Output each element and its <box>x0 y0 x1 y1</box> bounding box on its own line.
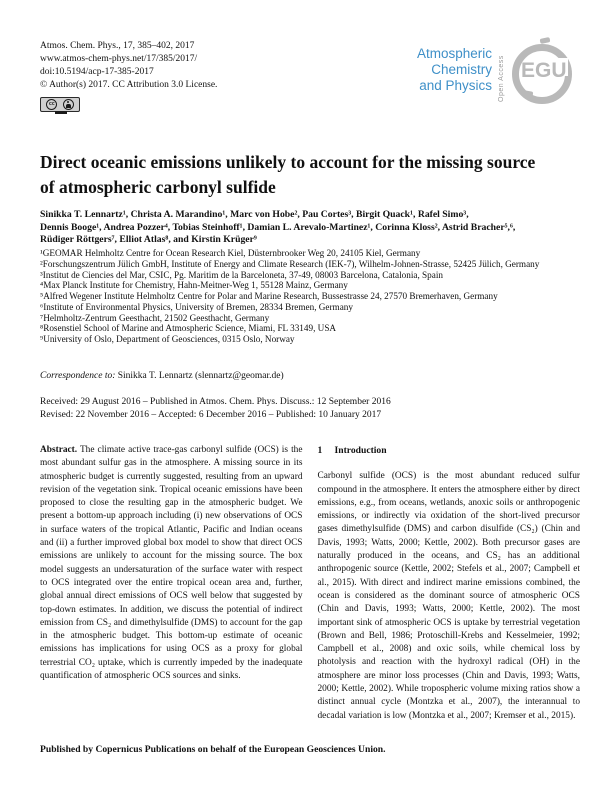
abstract-text: The climate active trace-gas carbonyl sulfide (OCS) is the most abundant sulfur gas in the atmosphere. A missing source in its atmospheric budget is currently suggested, resulting from an upward revision of the vegetation sink. Tropical oceanic emissions have been proposed to close the resulting gap in the atmospheric budget. We present a bottom-up approach including (i) new observations of OCS in surface waters of the tropical Atlantic, Pacific and Indian oceans and (ii) a further improved global box model to show that direct OCS emissions are unlikely to account for the missing source. The box model suggests an undersaturation of the surface water with respect to OCS integrated over the entire tropical ocean area and, further, global annual direct emissions of OCS well below that suggested by top-down estimates. In addition, we discuss the potential of indirect emission from CS₂ and dimethylsulfide (DMS) to account for the gap in the atmospheric budget. This bottom-up estimate of oceanic emissions has implications for using OCS as a proxy for global terrestrial CO₂ uptake, which is currently impeded by the inadequate quantification of atmospheric OCS sources and sinks. <box>40 445 303 682</box>
section-title: Introduction <box>334 445 387 456</box>
received-line: Received: 29 August 2016 – Published in Atmos. Chem. Phys. Discuss.: 12 September 2016 <box>40 397 391 407</box>
affiliation: ⁶Institute of Environmental Physics, University of Bremen, 28334 Bremen, Germany <box>40 301 353 312</box>
header-citation-block <box>40 40 217 92</box>
author-list: Sinikka T. Lennartz¹, Christa A. Marandino¹, Marc von Hobe², Pau Cortes³, Birgit Quack¹, Rafel Simo³, Dennis Booge¹, Andrea Pozzer⁴, Tobias Steinhoff¹, Damian L. Arevalo-Martinez¹, Corinna Kloss², Astrid Bracher⁵,⁶, Rüdiger Röttgers⁷, Elliot Atlas⁸, and Kirstin Krüger⁹ <box>40 209 516 245</box>
affiliation-list <box>40 248 583 345</box>
correspondence-line <box>40 371 580 381</box>
egu-satellite-icon <box>540 37 551 44</box>
by-person-icon <box>63 99 74 110</box>
cc-badge-tab <box>55 111 67 114</box>
publication-dates <box>40 396 580 422</box>
header-branding <box>417 38 582 102</box>
affiliation: ⁸Rosenstiel School of Marine and Atmospheric Science, Miami, FL 33149, USA <box>40 323 337 334</box>
affiliation: ²Forschungszentrum Jülich GmbH, Institute of Energy and Climate Research (IEK-7), Wilhelm-Johnen-Strasse, 52425 Jülich, Germany <box>40 258 540 269</box>
abstract-label: Abstract. <box>40 445 78 455</box>
publisher-footer: Published by Copernicus Publications on behalf of the European Geosciences Union. <box>40 744 386 755</box>
revised-line: Revised: 22 November 2016 – Accepted: 6 December 2016 – Published: 10 January 2017 <box>40 410 382 420</box>
affiliation: ¹GEOMAR Helmholtz Centre for Ocean Research Kiel, Düsternbrooker Weg 20, 24105 Kiel, Germany <box>40 248 421 258</box>
affiliation: ⁴Max Planck Institute for Chemistry, Hahn-Meitner-Weg 1, 55128 Mainz, Germany <box>40 280 348 291</box>
article-url: www.atmos-chem-phys.net/17/385/2017/ <box>40 54 198 64</box>
affiliation: ⁹University of Oslo, Department of Geosciences, 0315 Oslo, Norway <box>40 334 295 344</box>
affiliation: ³Institut de Ciencies del Mar, CSIC, Pg. Maritim de la Barceloneta, 37-49, 08003 Barcelona, Catalonia, Spain <box>40 269 443 280</box>
affiliation: ⁷Helmholtz-Zentrum Geesthacht, 21502 Geesthacht, Germany <box>40 312 270 323</box>
cc-by-badge <box>40 97 80 112</box>
introduction-text: Carbonyl sulfide (OCS) is the most abundant reduced sulfur compound in the atmosphere. It enters the atmosphere either by direct emissions, e.g., from oceans, wetlands, anoxic soils or anthropogenic emissions, or indirectly via oxidation of the short-lived precursor gases dimethylsulfide (DMS) and carbon disulfide (CS₂) (Chin and Davis, 1993; Watts, 2000; Kettle, 2002). Both precursor gases are naturally produced in the oceans, and CS₂ has an additional anthropogenic source (Kettle, 2002; Stefels et al., 2007; Campbell et al., 2015). With direct and indirect marine emissions combined, the ocean is considered as the dominant source of atmospheric OCS (Chin and Davis, 1993; Watts, 2000; Kettle, 2002). The most important sink of atmospheric OCS is uptake by terrestrial vegetation (Brown and Bell, 1986; Protoschill-Krebs and Kesselmeier, 1992; Campbell et al., 2008) and oxic soils, while chemical loss by photolysis and reaction with the hydroxyl radical (OH) in the atmosphere are minor loss processes (Chin and Davis, 1993; Watts, 2000; Kettle, 2002). While tropospheric volume mixing ratios show a distinct annual cycle (Montzka et al., 2007), the interannual to decadal variation is low (Montzka et al., 2007; Kremser et al., 2015). <box>317 471 580 721</box>
journal-citation: Atmos. Chem. Phys., 17, 385–402, 2017 <box>40 41 195 51</box>
introduction-column <box>318 444 581 723</box>
correspondence-label: Correspondence to: <box>40 371 116 381</box>
body-columns <box>40 444 580 723</box>
egu-logo <box>510 38 582 100</box>
section-heading <box>318 444 581 457</box>
license-line: © Author(s) 2017. CC Attribution 3.0 License. <box>40 80 218 90</box>
affiliation: ⁵Alfred Wegener Institute Helmholtz Centre for Polar and Marine Research, Bussestrasse 24, 27570 Bremerhaven, Germany <box>40 291 498 301</box>
section-number: 1 <box>317 445 323 456</box>
cc-icon: cc <box>46 99 57 110</box>
abstract-column <box>40 444 303 723</box>
open-access-label: Open Access <box>498 55 505 102</box>
correspondence-value: Sinikka T. Lennartz (slennartz@geomar.de) <box>115 371 284 381</box>
article-title: Direct oceanic emissions unlikely to account for the missing source of atmospheric carbonyl sulfide <box>40 152 536 197</box>
article-doi: doi:10.5194/acp-17-385-2017 <box>40 67 154 77</box>
egu-logo-text: EGU <box>521 59 567 82</box>
journal-name: Atmospheric Chemistry and Physics <box>416 46 492 93</box>
